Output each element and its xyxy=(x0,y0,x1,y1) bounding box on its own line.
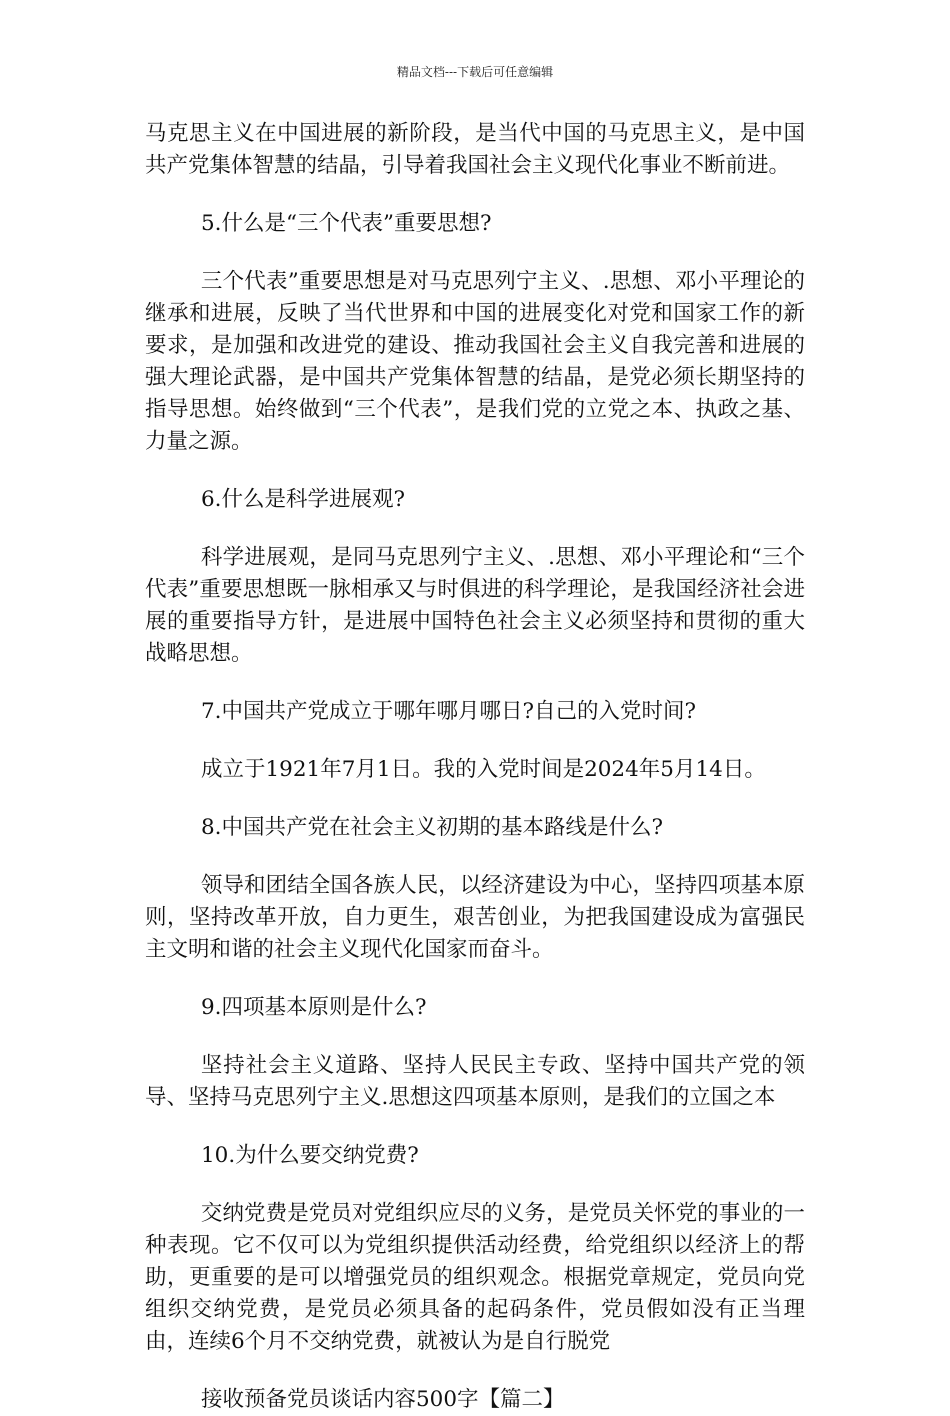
answer-9: 坚持社会主义道路、坚持人民民主专政、坚持中国共产党的领导、坚持马克思列宁主义.思想这四项基本原则，是我们的立国之本 xyxy=(145,1053,805,1110)
spacer xyxy=(145,1024,805,1050)
question-7: 7.中国共产党成立于哪年哪月哪日?自己的入党时间? xyxy=(201,699,697,724)
page-header: 精品文档---下载后可任意编辑 xyxy=(396,65,554,79)
answer-8: 领导和团结全国各族人民，以经济建设为中心，坚持四项基本原则，坚持改革开放，自力更生，艰苦创业，为把我国建设成为富强民主文明和谐的社会主义现代化国家而奋斗。 xyxy=(145,873,805,962)
spacer xyxy=(145,516,805,542)
spacer xyxy=(145,966,805,992)
spacer xyxy=(145,844,805,870)
question-5: 5.什么是“三个代表”重要思想? xyxy=(201,211,492,236)
question-8: 8.中国共产党在社会主义初期的基本路线是什么? xyxy=(201,815,664,840)
answer-10: 交纳党费是党员对党组织应尽的义务，是党员关怀党的事业的一种表现。它不仅可以为党组织提供活动经费，给党组织以经济上的帮助，更重要的是可以增强党员的组织观念。根据党章规定，党员向党组织交纳党费，是党员必须具备的起码条件，党员假如没有正当理由，连续6个月不交纳党费，就被认为是自行脱党 xyxy=(145,1201,805,1354)
section-heading: 接收预备党员谈话内容500字【篇二】 xyxy=(201,1387,565,1412)
paragraph-intro: 马克思主义在中国进展的新阶段，是当代中国的马克思主义，是中国共产党集体智慧的结晶，引导着我国社会主义现代化事业不断前进。 xyxy=(145,121,805,178)
spacer xyxy=(145,670,805,696)
spacer xyxy=(145,458,805,484)
spacer xyxy=(145,1114,805,1140)
spacer xyxy=(145,240,805,266)
spacer xyxy=(145,182,805,208)
spacer xyxy=(145,1172,805,1198)
spacer xyxy=(145,728,805,754)
answer-7: 成立于1921年7月1日。我的入党时间是2024年5月14日。 xyxy=(201,757,766,782)
question-6: 6.什么是科学进展观? xyxy=(201,487,406,512)
spacer xyxy=(145,1358,805,1384)
document-body xyxy=(145,118,805,1416)
answer-6: 科学进展观，是同马克思列宁主义、.思想、邓小平理论和“三个代表”重要思想既一脉相承又与时俱进的科学理论，是我国经济社会进展的重要指导方针，是进展中国特色社会主义必须坚持和贯彻的重大战略思想。 xyxy=(145,545,805,666)
answer-5: 三个代表”重要思想是对马克思列宁主义、.思想、邓小平理论的继承和进展，反映了当代世界和中国的进展变化对党和国家工作的新要求，是加强和改进党的建设、推动我国社会主义自我完善和进展的强大理论武器，是中国共产党集体智慧的结晶，是党必须长期坚持的指导思想。始终做到“三个代表”，是我们党的立党之本、执政之基、力量之源。 xyxy=(145,269,805,454)
question-10: 10.为什么要交纳党费? xyxy=(201,1143,419,1168)
spacer xyxy=(145,786,805,812)
question-9: 9.四项基本原则是什么? xyxy=(201,995,427,1020)
